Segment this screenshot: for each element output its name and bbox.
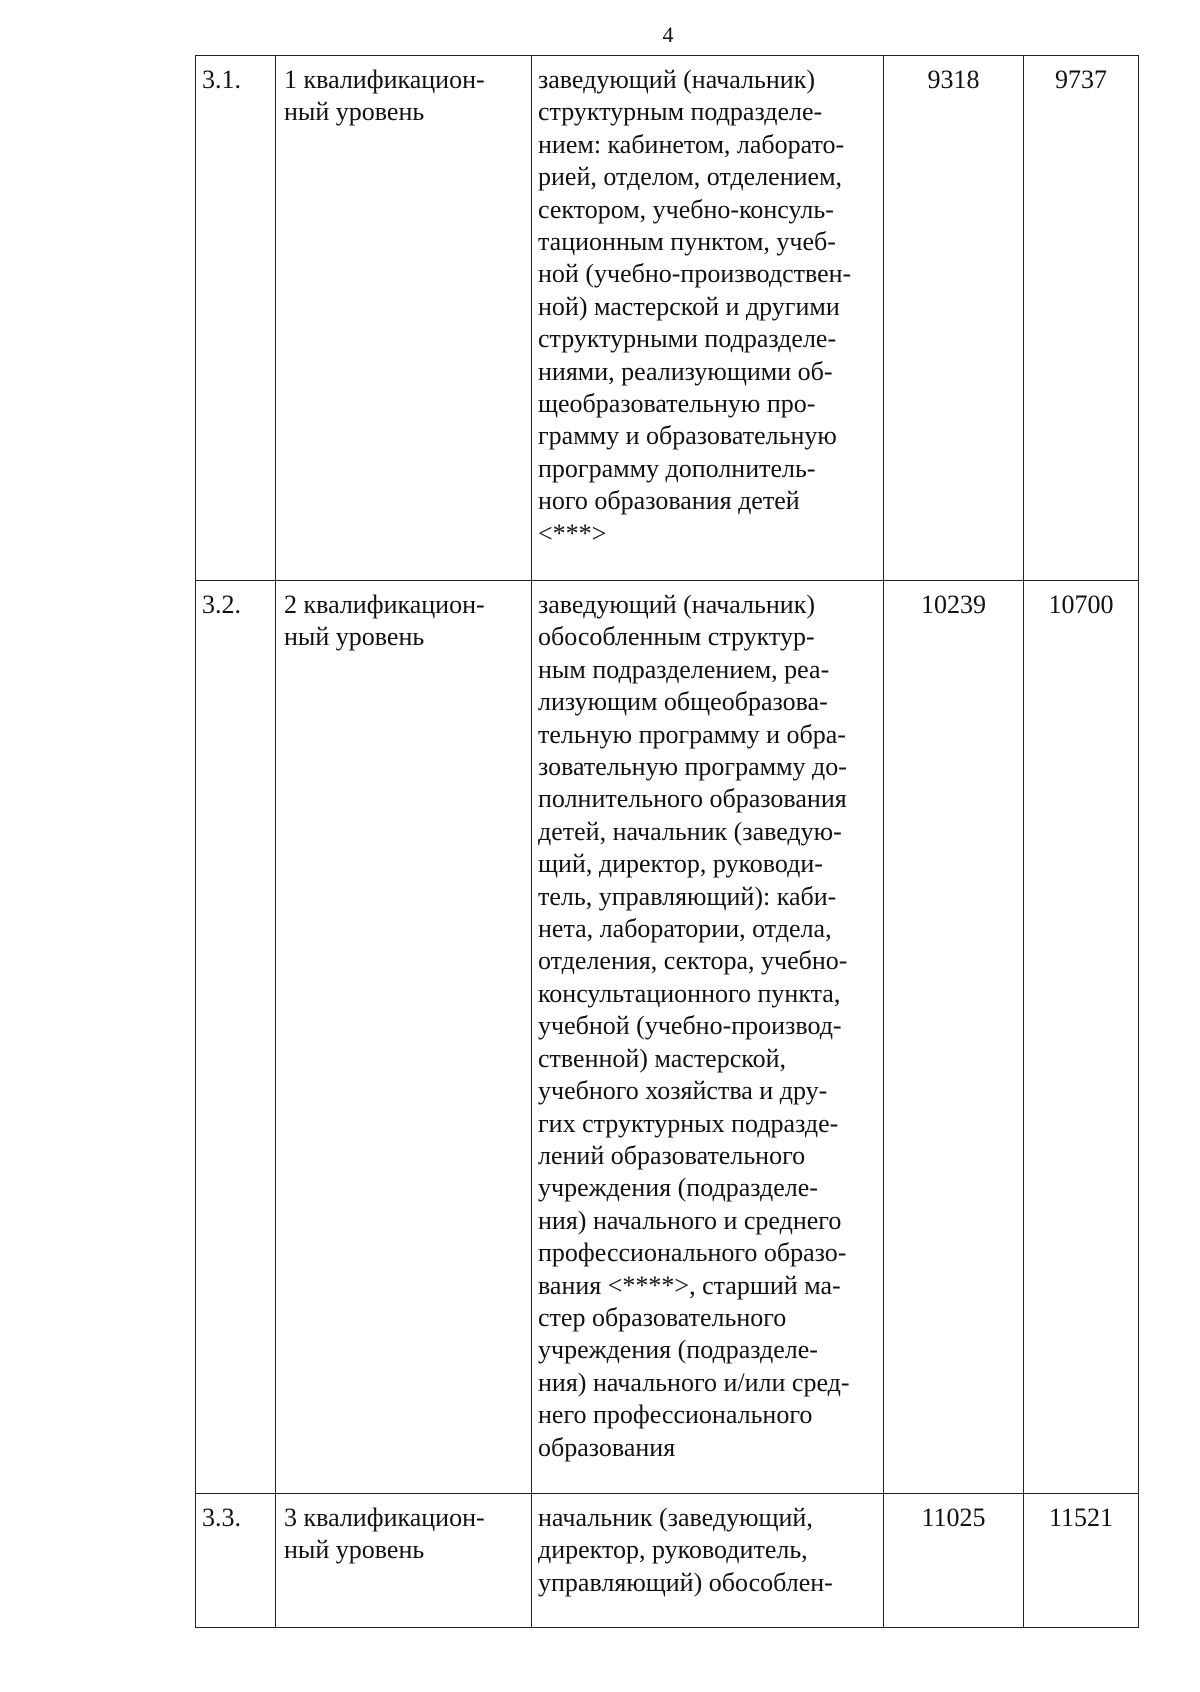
- position-description-line: <***>: [538, 518, 607, 548]
- qualification-level-cell: [276, 1494, 532, 1628]
- table-row: [196, 1494, 1139, 1628]
- position-description-line: профессионального образо-: [538, 1238, 847, 1268]
- row-number: 3.2.: [202, 590, 241, 619]
- salary-value-1-cell: [884, 581, 1024, 1494]
- position-description-line: учреждения (подразделе-: [538, 1173, 818, 1203]
- position-description-line: ния) начального и/или сред-: [538, 1367, 850, 1397]
- position-description-line: ной) мастерской и другими: [538, 291, 840, 321]
- position-description-line: лений образовательного: [538, 1140, 806, 1170]
- position-description-line: обособленным структур-: [538, 622, 815, 652]
- position-description-line: образования: [538, 1432, 676, 1462]
- table-body: [196, 56, 1139, 1628]
- qualification-level-line: ный уровень: [284, 1535, 425, 1565]
- position-description-cell: [532, 56, 884, 581]
- position-description-line: тационным пунктом, учеб-: [538, 227, 836, 257]
- position-description-line: нета, лаборатории, отдела,: [538, 914, 832, 944]
- salary-value-2: 11521: [1048, 1503, 1114, 1532]
- position-description-line: учебного хозяйства и дру-: [538, 1076, 828, 1106]
- position-description-line: лизующим общеобразова-: [538, 687, 828, 717]
- page-number: 4: [662, 22, 674, 47]
- salary-value-1-cell: [884, 1494, 1024, 1628]
- position-description-line: полнительного образования: [538, 784, 847, 814]
- row-number-cell: [196, 56, 276, 581]
- position-description-line: ным подразделением, реа-: [538, 654, 830, 684]
- position-description-line: зовательную программу до-: [538, 752, 847, 782]
- position-description-line: вания <****>, старший ма-: [538, 1270, 841, 1300]
- position-description-cell: [532, 581, 884, 1494]
- position-description-line: тель, управляющий): каби-: [538, 881, 837, 911]
- qualification-level-line: 1 квалификацион-: [284, 65, 485, 94]
- qualification-level-line: ный уровень: [284, 622, 425, 652]
- salary-value-2: 10700: [1048, 590, 1114, 619]
- position-description-line: рией, отделом, отделением,: [538, 162, 843, 192]
- qualification-level-cell: [276, 581, 532, 1494]
- position-description-line: нием: кабинетом, лаборато-: [538, 129, 845, 159]
- salary-value-2-cell: [1024, 1494, 1139, 1628]
- position-description-line: ния) начального и среднего: [538, 1205, 842, 1235]
- table-row: [196, 56, 1139, 581]
- position-description-line: ной (учебно-производствен-: [538, 259, 852, 289]
- position-description-line: него профессионального: [538, 1400, 813, 1430]
- position-description-line: ниями, реализующими об-: [538, 356, 833, 386]
- position-description-line: структурными подразделе-: [538, 324, 837, 354]
- salary-value-2-cell: [1024, 56, 1139, 581]
- row-number-cell: [196, 581, 276, 1494]
- position-description-line: щий, директор, руководи-: [538, 849, 823, 879]
- position-description-line: отделения, сектора, учебно-: [538, 946, 848, 976]
- salary-value-1: 11025: [921, 1503, 986, 1532]
- position-description-line: стер образовательного: [538, 1302, 787, 1332]
- position-description-line: директор, руководитель,: [538, 1535, 808, 1565]
- qualification-level-line: ный уровень: [284, 97, 425, 127]
- salary-value-1: 10239: [921, 590, 986, 619]
- position-description-line: программу дополнитель-: [538, 453, 816, 483]
- position-description-line: гих структурных подразде-: [538, 1108, 839, 1138]
- position-description-line: начальник (заведующий,: [538, 1503, 813, 1532]
- position-description-line: детей, начальник (заведую-: [538, 816, 842, 846]
- row-number: 3.1.: [202, 65, 241, 94]
- row-number-cell: [196, 1494, 276, 1628]
- qualification-level-line: 2 квалификацион-: [284, 590, 485, 619]
- position-description-line: управляющий) обособлен-: [538, 1567, 833, 1597]
- position-description-line: ного образования детей: [538, 486, 800, 516]
- qualification-level-cell: [276, 56, 532, 581]
- qualification-level-line: 3 квалификацион-: [284, 1503, 485, 1532]
- salary-value-2-cell: [1024, 581, 1139, 1494]
- position-description-line: тельную программу и обра-: [538, 719, 846, 749]
- qualification-table: [195, 55, 1139, 1628]
- salary-value-1: 9318: [927, 65, 980, 94]
- salary-value-1-cell: [884, 56, 1024, 581]
- position-description-line: структурным подразделе-: [538, 97, 823, 127]
- position-description-line: сектором, учебно-консуль-: [538, 194, 834, 224]
- position-description-line: учебной (учебно-производ-: [538, 1011, 842, 1041]
- row-number: 3.3.: [202, 1503, 241, 1532]
- position-description-line: грамму и образовательную: [538, 421, 837, 451]
- position-description-line: заведующий (начальник): [538, 65, 815, 94]
- table-row: [196, 581, 1139, 1494]
- salary-value-2: 9737: [1055, 65, 1107, 94]
- position-description-line: учреждения (подразделе-: [538, 1335, 818, 1365]
- position-description-line: консультационного пункта,: [538, 978, 841, 1008]
- position-description-cell: [532, 1494, 884, 1628]
- position-description-line: заведующий (начальник): [538, 590, 815, 619]
- position-description-line: ственной) мастерской,: [538, 1043, 786, 1073]
- position-description-line: щеобразовательную про-: [538, 389, 816, 419]
